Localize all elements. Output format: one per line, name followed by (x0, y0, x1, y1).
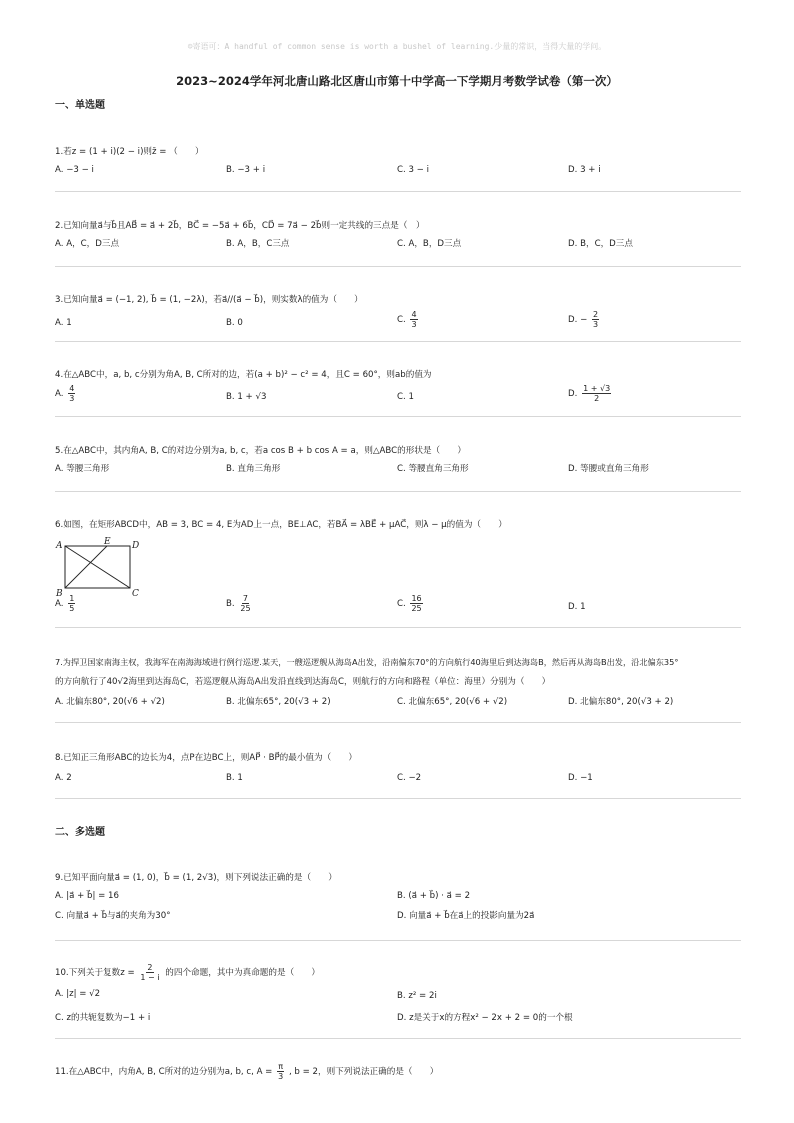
fraction (68, 384, 75, 403)
option-a[interactable]: A. A，C，D三点 (55, 239, 120, 249)
stem-prefix: 11.在△ABC中，内角A, B, C所对的边分别为a, b, c, A = (55, 1067, 273, 1077)
question-stem: 9.已知平面向量a⃗ = (1, 0)，b⃗ = (1, 2√3)，则下列说法正确的是（ ） (55, 873, 337, 883)
fraction (410, 594, 422, 613)
fraction (410, 310, 417, 329)
option-d[interactable] (568, 310, 601, 329)
option-a[interactable] (55, 594, 77, 613)
question-stem (55, 963, 741, 982)
divider (55, 341, 741, 342)
option-a[interactable]: A. |a⃗ + b⃗| = 16 (55, 891, 119, 901)
question-7 (55, 656, 741, 718)
question-8 (55, 752, 741, 794)
question-stem-line-1: 7.为捍卫国家南海主权，我海军在南海海域进行例行巡逻.某天，一艘巡逻舰从海岛A出发，沿南偏东70°的方向航行40海里后到达海岛B，然后再从海岛B出发，沿北偏东35° (55, 657, 679, 667)
option-prefix: A. (55, 599, 64, 609)
option-d[interactable]: D. 3 + i (568, 165, 601, 175)
segment-be (65, 546, 107, 588)
question-stem-line-2: 的方向航行了40√2海里到达海岛C，若巡逻舰从海岛A出发沿直线到达海岛C，则航行的方向和路程（单位：海里）分别为（ ） (55, 677, 551, 687)
fraction (68, 594, 75, 613)
fraction (592, 310, 599, 329)
option-a[interactable]: A. 等腰三角形 (55, 464, 110, 474)
question-1 (55, 146, 741, 186)
question-4 (55, 369, 741, 412)
fraction-denominator: 3 (69, 394, 75, 403)
option-a[interactable] (55, 384, 77, 403)
question-6-options (55, 594, 741, 622)
option-b[interactable]: B. 北偏东65°, 20(√3 + 2) (226, 697, 331, 707)
label-e: E (104, 537, 111, 547)
fraction-numerator: 2 (593, 310, 599, 319)
question-stem: 2.已知向量a⃗与b⃗且AB⃗ = a⃗ + 2b⃗，BC⃗ = −5a⃗ + 6b⃗，CD⃗ = 7a⃗ − 2b⃗则一定共线的三点是（ ） (55, 221, 425, 231)
label-b: B (56, 589, 63, 598)
option-c[interactable]: C. 等腰直角三角形 (397, 464, 469, 474)
label-a: A (56, 541, 63, 551)
fraction-denominator: 3 (411, 320, 417, 329)
question-stem: 3.已知向量a⃗ = (−1, 2), b⃗ = (1, −2λ)，若a⃗//(a⃗ − b⃗)，则实数λ的值为（ ） (55, 295, 363, 305)
option-a[interactable]: A. |z| = √2 (55, 989, 101, 999)
option-a[interactable]: A. 1 (55, 318, 72, 328)
question-stem: 4.在△ABC中，a, b, c分别为角A, B, C所对的边，若(a + b)² − c² = 4，且C = 60°，则ab的值为 (55, 370, 432, 380)
question-11 (55, 1062, 741, 1081)
page-title: 2023~2024学年河北唐山路北区唐山市第十中学高一下学期月考数学试卷（第一次） (176, 74, 618, 88)
option-prefix: B. (226, 599, 235, 609)
divider (55, 191, 741, 192)
divider (55, 1038, 741, 1039)
option-d[interactable] (568, 384, 613, 403)
option-c[interactable] (397, 594, 425, 613)
option-c[interactable]: C. 向量a⃗ + b⃗与a⃗的夹角为30° (55, 911, 171, 921)
option-b[interactable]: B. (a⃗ + b⃗) · a⃗ = 2 (397, 891, 471, 901)
label-d: D (132, 541, 140, 551)
divider (55, 722, 741, 723)
option-d[interactable]: D. 等腰或直角三角形 (568, 464, 649, 474)
fraction-denominator: 3 (278, 1072, 284, 1081)
question-stem (55, 1062, 741, 1081)
option-a[interactable]: A. 2 (55, 773, 72, 783)
section-single-choice: 一、单选题 (55, 100, 105, 111)
option-d[interactable]: D. z是关于x的方程x² − 2x + 2 = 0的一个根 (397, 1013, 573, 1023)
fraction (139, 963, 160, 982)
option-prefix: D. − (568, 315, 588, 325)
fraction-denominator: 1 − i (140, 973, 160, 982)
question-6 (55, 519, 741, 531)
fraction-numerator: π (278, 1062, 284, 1071)
fraction-denominator: 3 (593, 320, 599, 329)
section-multiple-choice: 二、多选题 (55, 827, 105, 838)
stem-suffix: , b = 2，则下列说法正确的是（ ） (288, 1067, 439, 1077)
fraction-numerator: 16 (411, 594, 422, 603)
option-b[interactable] (226, 594, 254, 613)
option-a[interactable]: A. −3 − i (55, 165, 94, 175)
stem-prefix: 10.下列关于复数z = (55, 968, 135, 978)
divider (55, 798, 741, 799)
question-2 (55, 220, 741, 260)
option-b[interactable]: B. 1 (226, 773, 243, 783)
divider (55, 491, 741, 492)
fraction (239, 594, 251, 613)
option-c[interactable]: C. 1 (397, 392, 414, 402)
option-c[interactable]: C. 3 − i (397, 165, 429, 175)
option-a[interactable]: A. 北偏东80°, 20(√6 + √2) (55, 697, 165, 707)
divider (55, 266, 741, 267)
label-c: C (132, 589, 139, 598)
fraction-denominator: 25 (240, 604, 251, 613)
option-prefix: D. (568, 389, 578, 399)
option-c[interactable]: C. −2 (397, 773, 422, 783)
divider (55, 940, 741, 941)
question-stem: 1.若z = (1 + i)(2 − i)则z̄ = （ ） (55, 147, 204, 157)
fraction (277, 1062, 284, 1081)
fraction-numerator: 1 (69, 594, 75, 603)
option-c[interactable] (397, 310, 420, 329)
option-prefix: C. (397, 315, 406, 325)
fraction-numerator: 2 (147, 963, 153, 972)
question-stem: 8.已知正三角形ABC的边长为4，点P在边BC上，则AP⃗ · BP⃗的最小值为（ ） (55, 753, 357, 763)
option-b[interactable]: B. 0 (226, 318, 243, 328)
divider (55, 416, 741, 417)
fraction-denominator: 5 (69, 604, 75, 613)
option-b[interactable]: B. 直角三角形 (226, 464, 281, 474)
question-9 (55, 872, 741, 934)
option-b[interactable]: B. 1 + √3 (226, 392, 267, 402)
option-c[interactable]: C. A，B，D三点 (397, 239, 462, 249)
question-5 (55, 445, 741, 485)
diagonal-ac (65, 546, 130, 588)
fraction-denominator: 2 (594, 394, 600, 403)
option-c[interactable]: C. z的共轭复数为−1 + i (55, 1013, 151, 1023)
fraction-numerator: 1 + √3 (583, 384, 611, 393)
fraction-numerator: 4 (411, 310, 417, 319)
question-stem: 5.在△ABC中，其内角A, B, C的对边分别为a, b, c，若a cos B + b cos A = a，则△ABC的形状是（ ） (55, 446, 466, 456)
option-d[interactable]: D. 向量a⃗ + b⃗在a⃗上的投影向量为2a⃗ (397, 911, 535, 921)
option-prefix: A. (55, 389, 64, 399)
option-b[interactable]: B. z² = 2i (397, 991, 437, 1001)
option-prefix: C. (397, 599, 406, 609)
watermark-motto: ☺寄语可：A handful of common sense is worth a bushel of learning.少量的常识，当得大量的学问。 (187, 42, 607, 51)
divider (55, 627, 741, 628)
stem-suffix: 的四个命题，其中为真命题的是（ ） (165, 968, 320, 978)
fraction (582, 384, 611, 403)
fraction-numerator: 4 (69, 384, 75, 393)
option-c[interactable]: C. 北偏东65°, 20(√6 + √2) (397, 697, 508, 707)
option-d[interactable]: D. 1 (568, 602, 586, 612)
option-d[interactable]: D. B，C，D三点 (568, 239, 633, 249)
fraction-denominator: 25 (411, 604, 422, 613)
rectangle-figure (55, 536, 145, 598)
fraction-numerator: 7 (242, 594, 249, 603)
option-b[interactable]: B. −3 + i (226, 165, 266, 175)
question-10 (55, 963, 741, 1032)
question-3 (55, 294, 741, 336)
question-stem: 6.如图，在矩形ABCD中，AB = 3, BC = 4, E为AD上一点，BE⊥AC，若BA⃗ = λBE⃗ + μAC⃗，则λ − μ的值为（ ） (55, 520, 507, 530)
option-d[interactable]: D. 北偏东80°, 20(√3 + 2) (568, 697, 674, 707)
option-b[interactable]: B. A，B，C三点 (226, 239, 290, 249)
option-d[interactable]: D. −1 (568, 773, 593, 783)
